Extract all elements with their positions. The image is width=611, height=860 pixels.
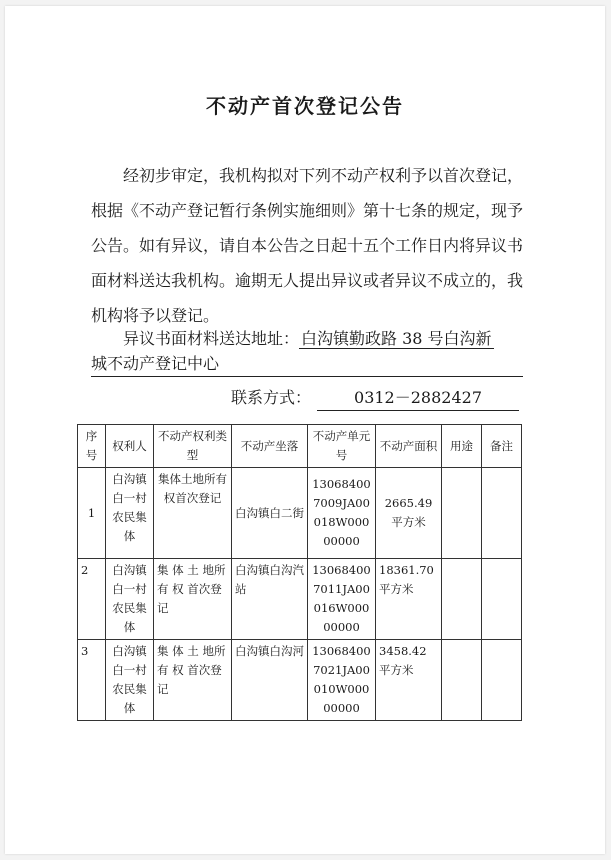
table-header-row xyxy=(78,425,522,468)
cell-owner: 白沟镇白一村农民集体 xyxy=(106,640,154,721)
contact-row xyxy=(231,386,519,411)
cell-use xyxy=(442,468,482,559)
header-type: 不动产权利类型 xyxy=(154,425,232,468)
cell-note xyxy=(482,640,522,721)
header-location: 不动产坐落 xyxy=(232,425,308,468)
cell-area: 3458.42 平方米 xyxy=(376,640,442,721)
cell-unit: 130684007009JA00018W00000000 xyxy=(308,468,376,559)
registration-table xyxy=(77,424,522,721)
cell-unit: 130684007011JA00016W00000000 xyxy=(308,559,376,640)
cell-no: 3 xyxy=(78,640,106,721)
cell-note xyxy=(482,559,522,640)
cell-location: 白沟镇白沟汽站 xyxy=(232,559,308,640)
header-use: 用途 xyxy=(442,425,482,468)
cell-no: 2 xyxy=(78,559,106,640)
cell-type: 集体土地所有权首次登记 xyxy=(154,468,232,559)
cell-note xyxy=(482,468,522,559)
cell-owner: 白沟镇白一村农民集体 xyxy=(106,559,154,640)
cell-area: 18361.70 平方米 xyxy=(376,559,442,640)
cell-owner: 白沟镇白一村农民集体 xyxy=(106,468,154,559)
address-line2: 城不动产登记中心 xyxy=(91,352,523,377)
document-page xyxy=(5,6,605,854)
table-row xyxy=(78,559,522,640)
contact-label: 联系方式： xyxy=(231,388,312,407)
address-line1: 白沟镇勤政路 38 号白沟新 xyxy=(301,329,492,348)
cell-use xyxy=(442,640,482,721)
header-unit: 不动产单元号 xyxy=(308,425,376,468)
table-row xyxy=(78,640,522,721)
cell-location: 白沟镇白二街 xyxy=(232,468,308,559)
header-owner: 权利人 xyxy=(106,425,154,468)
cell-use xyxy=(442,559,482,640)
table-row xyxy=(78,468,522,559)
cell-no: 1 xyxy=(78,468,106,559)
header-area: 不动产面积 xyxy=(376,425,442,468)
address-label: 异议书面材料送达地址： xyxy=(123,329,300,348)
cell-type: 集 体 土 地所 有 权 首次登记 xyxy=(154,640,232,721)
contact-phone: 0312－2882427 xyxy=(317,386,519,411)
address-row xyxy=(91,324,523,354)
cell-area: 2665.49 平方米 xyxy=(376,468,442,559)
header-note: 备注 xyxy=(482,425,522,468)
announcement-body: 经初步审定，我机构拟对下列不动产权利予以首次登记，根据《不动产登记暂行条例实施细则》第十七条的规定，现予公告。如有异议，请自本公告之日起十五个工作日内将异议书面材料送达我机构。逾期无人提出异议或者异议不成立的，我机构将予以登记。 xyxy=(91,166,524,325)
page-title: 不动产首次登记公告 xyxy=(206,94,404,118)
header-no: 序号 xyxy=(78,425,106,468)
cell-location: 白沟镇白沟河 xyxy=(232,640,308,721)
cell-type: 集 体 土 地所 有 权 首次登记 xyxy=(154,559,232,640)
cell-unit: 130684007021JA00010W00000000 xyxy=(308,640,376,721)
